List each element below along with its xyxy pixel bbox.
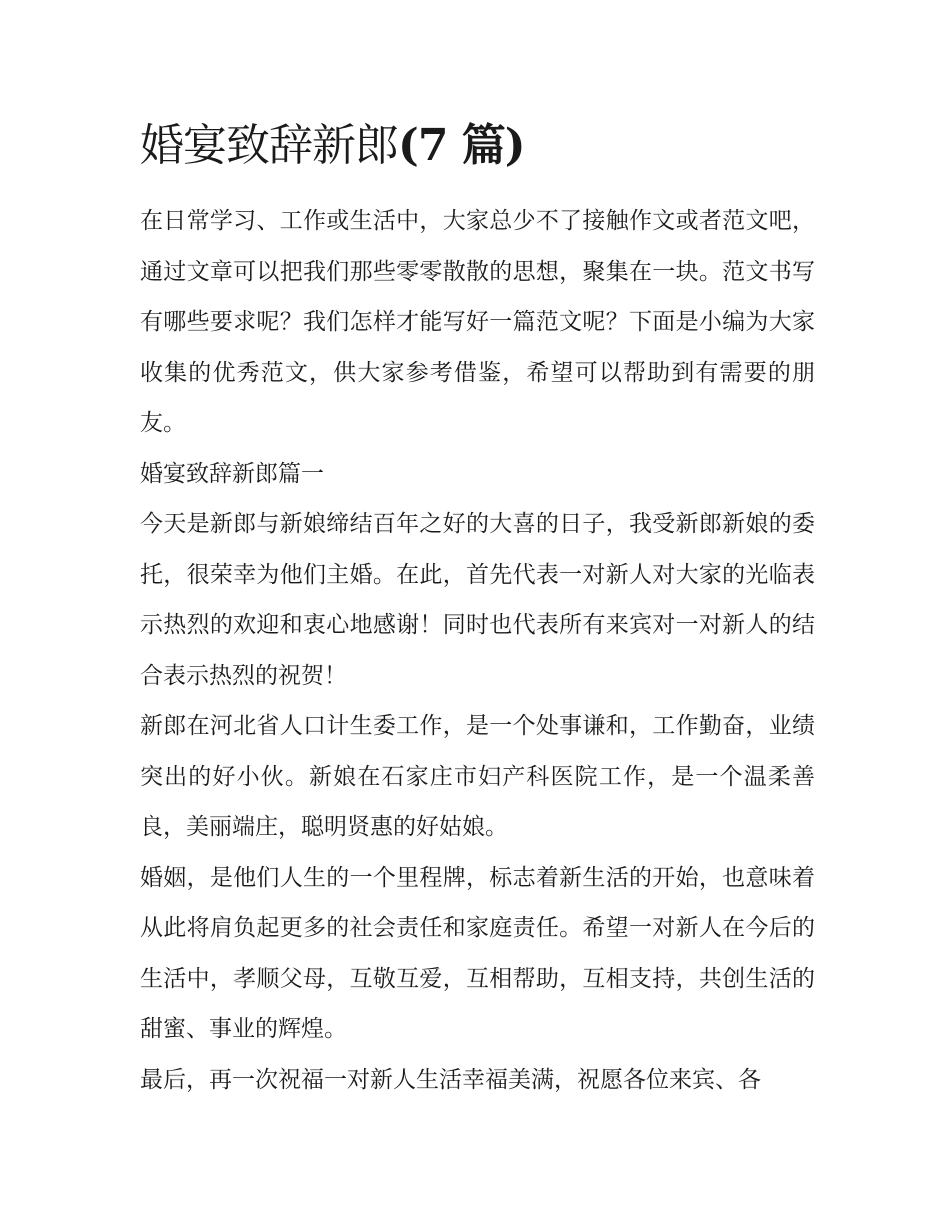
body-paragraph: 最后，再一次祝福一对新人生活幸福美满，祝愿各位来宾、各 <box>140 1066 761 1093</box>
intro-paragraph: 在日常学习、工作或生活中，大家总少不了接触作文或者范文吧，通过文章可以把我们那些零零散散的思想，聚集在一块。范文书写有哪些要求呢？我们怎样才能写好一篇范文呢？下面是小编为大家收集的优秀范文，供大家参考借鉴，希望可以帮助到有需要的朋友。 <box>140 208 815 436</box>
document-title <box>140 116 525 176</box>
body-paragraph: 今天是新郎与新娘缔结百年之好的大喜的日子，我受新郎新娘的委托，很荣幸为他们主婚。在此，首先代表一对新人对大家的光临表示热烈的欢迎和衷心地感谢！同时也代表所有来宾对一对新人的结合表示热烈的祝贺！ <box>140 511 815 689</box>
section-heading: 婚宴致辞新郎篇一 <box>140 460 324 487</box>
title-main: 婚宴致辞新郎 <box>140 120 398 171</box>
document-body <box>140 196 815 1105</box>
title-count: (7 篇) <box>398 120 525 171</box>
body-paragraph: 新郎在河北省人口计生委工作，是一个处事谦和，工作勤奋，业绩突出的好小伙。新娘在石家庄市妇产科医院工作，是一个温柔善良，美丽端庄，聪明贤惠的好姑娘。 <box>140 713 815 840</box>
body-paragraph: 婚姻，是他们人生的一个里程牌，标志着新生活的开始，也意味着从此将肩负起更多的社会责任和家庭责任。希望一对新人在今后的生活中，孝顺父母，互敬互爱，互相帮助，互相支持，共创生活的甜蜜、事业的辉煌。 <box>140 864 815 1042</box>
